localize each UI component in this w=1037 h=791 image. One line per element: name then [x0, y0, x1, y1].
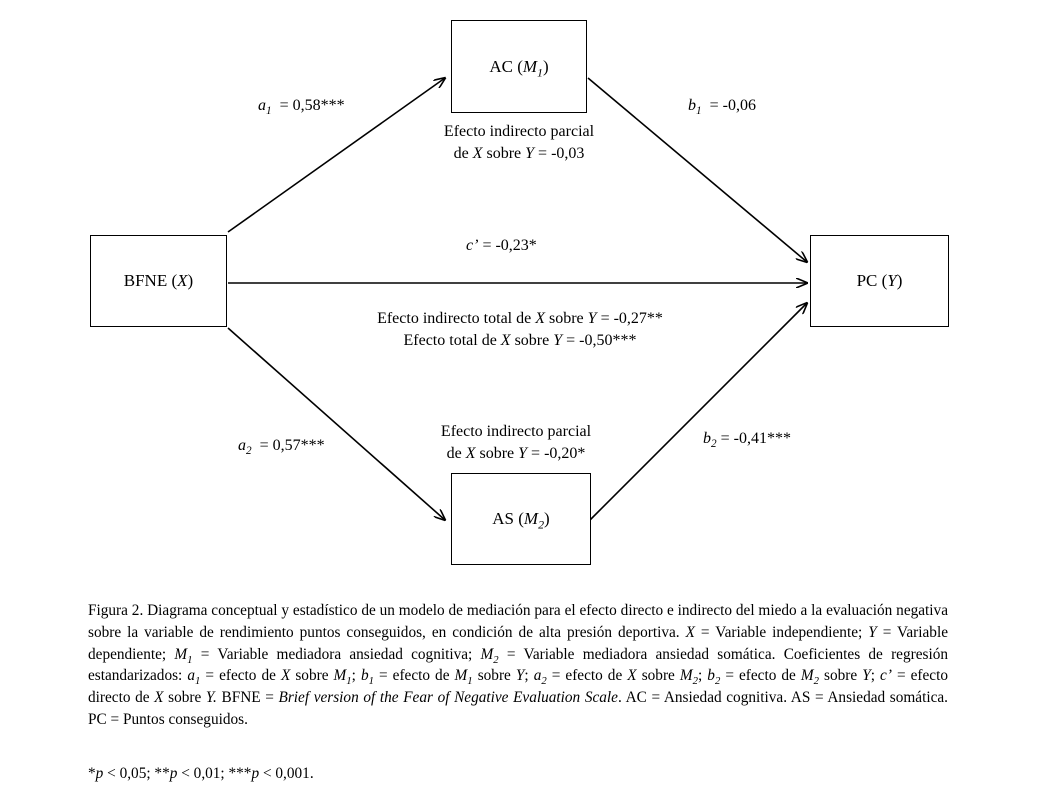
- label-b1: $b_1 = -0,06$: [688, 97, 756, 118]
- node-pc: PC (Y): [810, 235, 949, 327]
- label-a2: $a_2 = 0,57***$: [238, 437, 325, 458]
- label-b2: $b_2 = -0,41***$: [703, 430, 791, 451]
- label-a1: $a_1 = 0,58***$: [258, 97, 345, 118]
- node-ac: AC $(M_1)$: [451, 20, 587, 113]
- node-bfne: BFNE (X): [90, 235, 227, 327]
- figure-caption: Figura 2. Diagrama conceptual y estadístico de un modelo de mediación para el efecto directo e indirecto del miedo a la evaluación negativa sobre la variable de rendimiento puntos conseguidos, en condición de alta presión deportiva. X = Variable independiente; Y = Variable dependiente; $M_1$ = Variable mediadora ansiedad cognitiva; $M_2$ = Variable mediadora ansiedad somática. Coeficientes de regresión estandarizados: $a_1$ = efecto de X sobre $M_1$; $b_1$ = efecto de $M_1$ sobre Y; $a_2$ = efecto de X sobre $M_2$; $b_2$ = efecto de $M_2$ sobre Y; c’ = efecto directo de X sobre Y. BFNE = Brief version of the Fear of Negative Evaluation Scale. AC = Ansiedad cognitiva. AS = Ansiedad somática. PC = Puntos conseguidos.: [88, 602, 948, 728]
- node-as: AS $(M_2)$: [451, 473, 591, 565]
- label-total-effects: Efecto indirecto total de X sobre Y = -0,27** Efecto total de X sobre Y = -0,50***: [377, 310, 663, 349]
- label-c-prime: c’ = -0,23*: [466, 237, 537, 254]
- label-partial-effect-2: Efecto indirecto parcial de X sobre Y = -0,20*: [440, 423, 592, 462]
- significance-note: *p < 0,05; **p < 0,01; ***p < 0,001.: [88, 765, 314, 782]
- label-partial-effect-1: Efecto indirecto parcial de X sobre Y = -0,03: [443, 123, 595, 162]
